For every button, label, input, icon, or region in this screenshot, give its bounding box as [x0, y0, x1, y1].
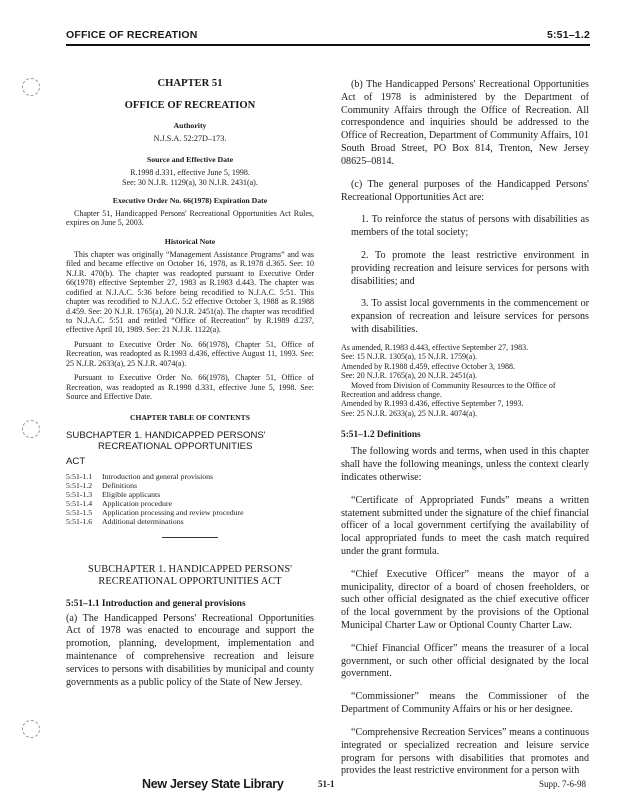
history-line: Moved from Division of Community Resources to the Office of Recreation and address change.	[341, 380, 556, 399]
toc-entry	[66, 517, 314, 526]
toc-act-label: ACT	[66, 456, 86, 468]
source-heading: Source and Effective Date	[146, 155, 234, 165]
toc-entry	[66, 472, 314, 481]
history-line: Amended by R.1993 d.436, effective September 7, 1993.	[341, 399, 524, 409]
section-paragraph: (a) The Handicapped Persons' Recreational Opportunities Act of 1978 was enacted to encourage and support the promotion, planning, development, implementation and maintenance of comprehensive recreation and leisure services to persons with disabilities by municipal and county governments as a public policy of the State of New Jersey.	[66, 612, 314, 688]
punch-hole-mark	[22, 78, 40, 96]
historical-note-heading: Historical Note	[164, 236, 216, 246]
running-header	[66, 29, 590, 41]
page-number: 51-1	[318, 779, 335, 789]
purpose-item: 1. To reinforce the status of persons with disabilities as members of the total society;	[351, 214, 589, 239]
chapter-number: CHAPTER 51	[157, 78, 223, 89]
subchapter-title-line: SUBCHAPTER 1. HANDICAPPED PERSONS'	[88, 563, 292, 575]
toc-entry-number: 5:51-1.5	[66, 508, 93, 518]
authority-heading: Authority	[173, 120, 207, 130]
toc-entry-title: Introduction and general provisions	[102, 471, 214, 481]
historical-note-paragraph: Pursuant to Executive Order No. 66(1978), Chapter 51, Office of Recreation, was readopted as R.1993 d.436, effective August 11, 1993. See: 25 N.J.R. 2633(a), 25 N.J.R. 4074(a).	[66, 339, 314, 368]
toc-subchapter-title	[66, 430, 314, 452]
definition-paragraph: “Commissioner” means the Commissioner of the Department of Community Affairs or his or her designee.	[341, 691, 589, 716]
historical-note-text: This chapter was originally “Management Assistance Programs” and was filed and became effective on October 16, 1978, as R.1978 d.365. See: 10 N.J.R. 470(b). The chapter was readopted pursuant to Executive Order 66(1978) effective September 27, 1983 as R.1983 d.443. The chapter was codified at N.J.A.C. 5:36 before being recodified to N.J.A.C. 5:51. This chapter was recodified to N.J.A.C. 5:2 effective October 3, 1988 as R.1988 d.459. See: 20 N.J.R. 1765(a), 20 N.J.R. 2451(a). The chapter was recodified to N.J.A.C. 5:51 and retitled “Office of Recreation” by R.1989 d.237, effective April 10, 1989. See: 21 N.J.R. 1122(a).	[66, 249, 314, 335]
historical-note-paragraph: Pursuant to Executive Order No. 66(1978), Chapter 51, Office of Recreation, was readopted as R.1998 d.331, effective June 5, 1998. See: Source and Effective Date.	[66, 373, 314, 402]
toc-entry-number: 5:51-1.2	[66, 480, 93, 490]
toc-entry	[66, 508, 314, 517]
source-line: See: 30 N.J.R. 1129(a), 30 N.J.R. 2431(a).	[122, 177, 258, 187]
toc-entry	[66, 499, 314, 508]
definition-paragraph: “Chief Financial Officer” means the treasurer of a local government, or such other official designated by the local government.	[341, 642, 589, 680]
definition-paragraph: “Chief Executive Officer” means the mayor of a municipality, director of a board of chosen freeholders, or such other official designated as the chief executive officer of the local government by the provisions of the Optional Municipal Charter Law or Optional County Charter Law.	[341, 568, 589, 631]
executive-order-text: Chapter 51, Handicapped Persons' Recreational Opportunities Act Rules, expires on June 5, 2003.	[66, 209, 314, 228]
toc-subchapter-line: RECREATIONAL OPPORTUNITIES	[98, 441, 253, 453]
toc-entry-number: 5:51-1.4	[66, 499, 93, 509]
supplement-date: Supp. 7-6-98	[539, 779, 586, 789]
toc-list	[66, 472, 314, 527]
toc-entry-title: Application processing and review procedure	[102, 508, 244, 518]
section-heading: 5:51–1.1 Introduction and general provisions	[66, 598, 246, 609]
amendment-history	[341, 343, 589, 419]
purpose-item: 3. To assist local governments in the commencement or expansion of recreation and leisure services for persons with disabilities.	[351, 298, 589, 335]
toc-entry-title: Additional determinations	[102, 517, 184, 527]
source-line: R.1998 d.331, effective June 5, 1998.	[130, 168, 250, 178]
paragraph-c: (c) The general purposes of the Handicapped Persons' Recreational Opportunities Act are:	[341, 178, 589, 203]
subchapter-title	[66, 564, 314, 589]
section-heading: 5:51–1.2 Definitions	[341, 430, 421, 441]
page-footer	[0, 777, 618, 793]
authority-text: N.J.S.A. 52:27D–173.	[153, 133, 227, 143]
toc-entry-title: Eligible applicants	[102, 489, 161, 499]
section-divider	[162, 537, 218, 538]
punch-hole-mark	[22, 420, 40, 438]
history-line: See: 15 N.J.R. 1305(a), 15 N.J.R. 1759(a).	[341, 352, 477, 362]
purpose-item: 2. To promote the least restrictive environment in providing recreation and leisure services for persons with disabilities; and	[351, 249, 589, 287]
definition-paragraph: “Comprehensive Recreation Services” means a continuous integrated or specialized recreation and leisure service program for persons with disabilities that promotes and provides the least restrictive environment for a person with	[341, 726, 589, 777]
chapter-title: OFFICE OF RECREATION	[124, 100, 256, 112]
definitions-intro: The following words and terms, when used in this chapter shall have the following meanings, unless the context clearly indicates otherwise:	[341, 446, 589, 483]
right-column	[341, 79, 589, 778]
toc-entry	[66, 481, 314, 490]
subchapter-title-line: RECREATIONAL OPPORTUNITIES ACT	[98, 576, 282, 588]
toc-entry	[66, 490, 314, 499]
toc-entry-number: 5:51-1.6	[66, 517, 93, 527]
toc-heading: CHAPTER TABLE OF CONTENTS	[130, 412, 250, 422]
history-line: See: 20 N.J.R. 1765(a), 20 N.J.R. 2451(a).	[341, 371, 477, 381]
header-section: 5:51–1.2	[546, 29, 590, 41]
toc-entry-number: 5:51-1.3	[66, 489, 93, 499]
toc-entry-title: Application procedure	[102, 499, 172, 509]
punch-hole-mark	[22, 720, 40, 738]
header-rule	[66, 44, 590, 46]
paragraph-b: (b) The Handicapped Persons' Recreational Opportunities Act of 1978 is administered by the Department of Community Affairs through the Office of Recreation. All correspondence and inquiries should be addressed to the Office of Recreation, Department of Community Affairs, 101 South Broad Street, PO Box 814, Trenton, New Jersey 08625–0814.	[341, 79, 589, 167]
library-stamp: New Jersey State Library	[142, 777, 284, 791]
header-title: OFFICE OF RECREATION	[66, 29, 198, 41]
executive-order-heading: Executive Order No. 66(1978) Expiration Date	[112, 196, 268, 206]
history-line: See: 25 N.J.R. 2633(a), 25 N.J.R. 4074(a).	[341, 408, 477, 418]
history-line: Amended by R.1988 d.459, effective October 3, 1988.	[341, 361, 516, 371]
definition-paragraph: “Certificate of Appropriated Funds” means a written statement submitted under the signature of the chief financial officer of a local government certifying the availability of local appropriated funds to meet the cash match required under the grant formula.	[341, 494, 589, 557]
left-column	[66, 78, 314, 689]
toc-entry-title: Definitions	[102, 480, 138, 490]
toc-subchapter-line: SUBCHAPTER 1. HANDICAPPED PERSONS'	[66, 430, 266, 442]
history-line: As amended, R.1983 d.443, effective September 27, 1983.	[341, 342, 529, 352]
toc-entry-number: 5:51-1.1	[66, 471, 93, 481]
